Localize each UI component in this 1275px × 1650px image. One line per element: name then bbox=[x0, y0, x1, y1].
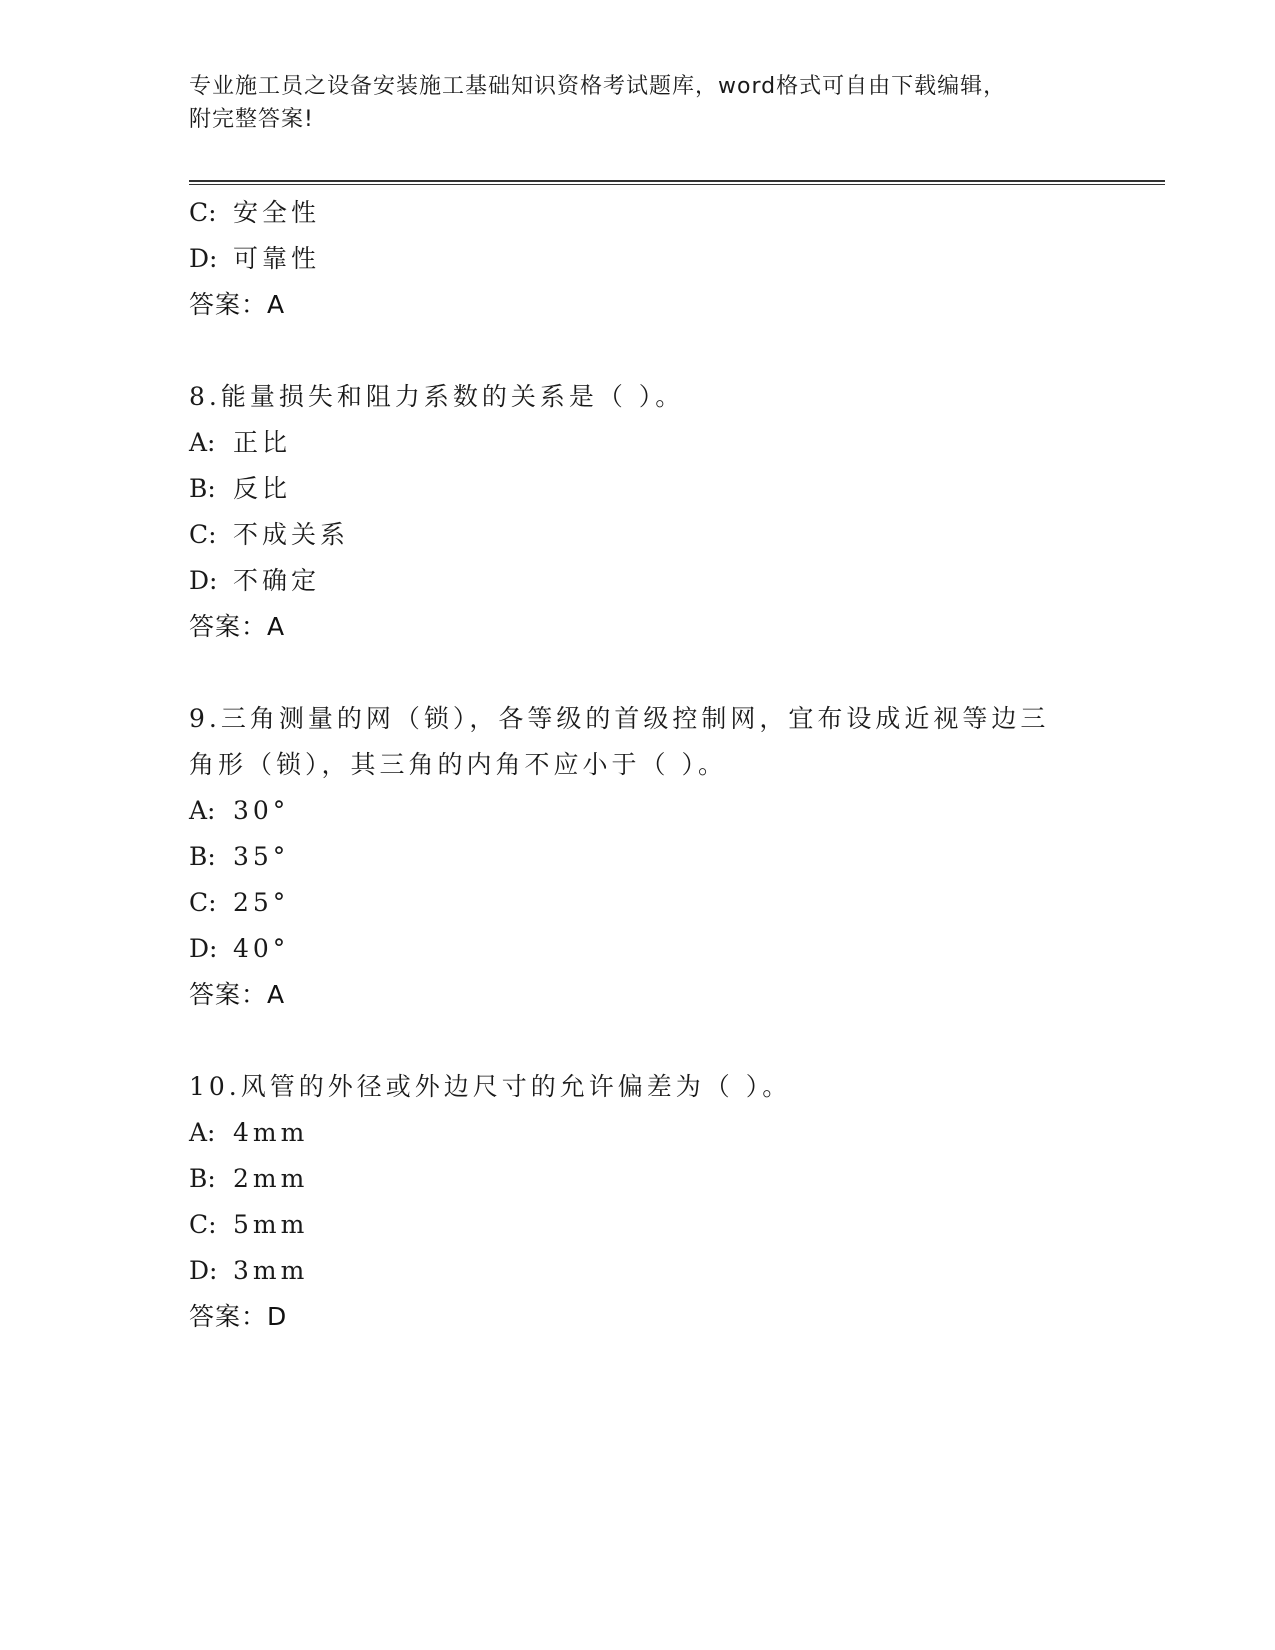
question-7-continued bbox=[189, 190, 1089, 328]
question-text: 10.风管的外径或外边尺寸的允许偏差为（ ）。 bbox=[189, 1072, 792, 1101]
header-divider bbox=[189, 180, 1165, 185]
header-line-2: 附完整答案! bbox=[189, 107, 314, 132]
question-text-continued: 角形（锁），其三角的内角不应小于（ ）。 bbox=[189, 750, 727, 779]
option-text: 25° bbox=[233, 888, 290, 917]
option-label: A: bbox=[189, 428, 216, 457]
header-line-1: 专业施工员之设备安装施工基础知识资格考试题库，word格式可自由下载编辑， bbox=[189, 74, 1007, 99]
option-c bbox=[189, 880, 1089, 926]
option-c bbox=[189, 512, 1089, 558]
option-label: A: bbox=[189, 1118, 216, 1147]
option-text: 安全性 bbox=[233, 198, 321, 227]
question-9 bbox=[189, 696, 1089, 1018]
answer-line: 答案：A bbox=[189, 612, 286, 641]
option-text: 35° bbox=[233, 842, 290, 871]
option-text: 30° bbox=[233, 796, 290, 825]
option-text: 不确定 bbox=[233, 566, 321, 595]
option-text: 3mm bbox=[233, 1256, 309, 1285]
option-label: B: bbox=[189, 474, 216, 503]
option-d bbox=[189, 558, 1089, 604]
answer-line: 答案：A bbox=[189, 290, 286, 319]
question-10 bbox=[189, 1064, 1089, 1340]
option-label: A: bbox=[189, 796, 216, 825]
answer-line: 答案：D bbox=[189, 1302, 288, 1331]
option-label: C: bbox=[189, 888, 217, 917]
option-text: 反比 bbox=[233, 474, 292, 503]
option-text: 4mm bbox=[233, 1118, 309, 1147]
option-a bbox=[189, 1110, 1089, 1156]
option-d bbox=[189, 926, 1089, 972]
spacer bbox=[189, 328, 1089, 374]
question-8 bbox=[189, 374, 1089, 650]
option-label: D: bbox=[189, 244, 218, 273]
option-text: 40° bbox=[233, 934, 290, 963]
option-label: C: bbox=[189, 1210, 217, 1239]
option-label: B: bbox=[189, 842, 216, 871]
option-label: C: bbox=[189, 198, 217, 227]
question-text: 8.能量损失和阻力系数的关系是（ ）。 bbox=[189, 382, 685, 411]
document-header bbox=[189, 70, 1069, 136]
option-text: 正比 bbox=[233, 428, 292, 457]
option-label: D: bbox=[189, 566, 218, 595]
option-label: B: bbox=[189, 1164, 216, 1193]
option-label: D: bbox=[189, 934, 218, 963]
option-label: D: bbox=[189, 1256, 218, 1285]
answer-line: 答案：A bbox=[189, 980, 286, 1009]
question-text: 9.三角测量的网（锁），各等级的首级控制网，宜布设成近视等边三 bbox=[189, 704, 1050, 733]
option-a bbox=[189, 788, 1089, 834]
option-label: C: bbox=[189, 520, 217, 549]
option-a bbox=[189, 420, 1089, 466]
spacer bbox=[189, 1018, 1089, 1064]
option-b bbox=[189, 834, 1089, 880]
question-list bbox=[189, 190, 1089, 1340]
option-c bbox=[189, 190, 1089, 236]
option-text: 可靠性 bbox=[233, 244, 321, 273]
option-b bbox=[189, 466, 1089, 512]
option-b bbox=[189, 1156, 1089, 1202]
option-c bbox=[189, 1202, 1089, 1248]
spacer bbox=[189, 650, 1089, 696]
option-text: 5mm bbox=[233, 1210, 309, 1239]
option-text: 2mm bbox=[233, 1164, 309, 1193]
option-d bbox=[189, 1248, 1089, 1294]
option-d bbox=[189, 236, 1089, 282]
option-text: 不成关系 bbox=[233, 520, 350, 549]
